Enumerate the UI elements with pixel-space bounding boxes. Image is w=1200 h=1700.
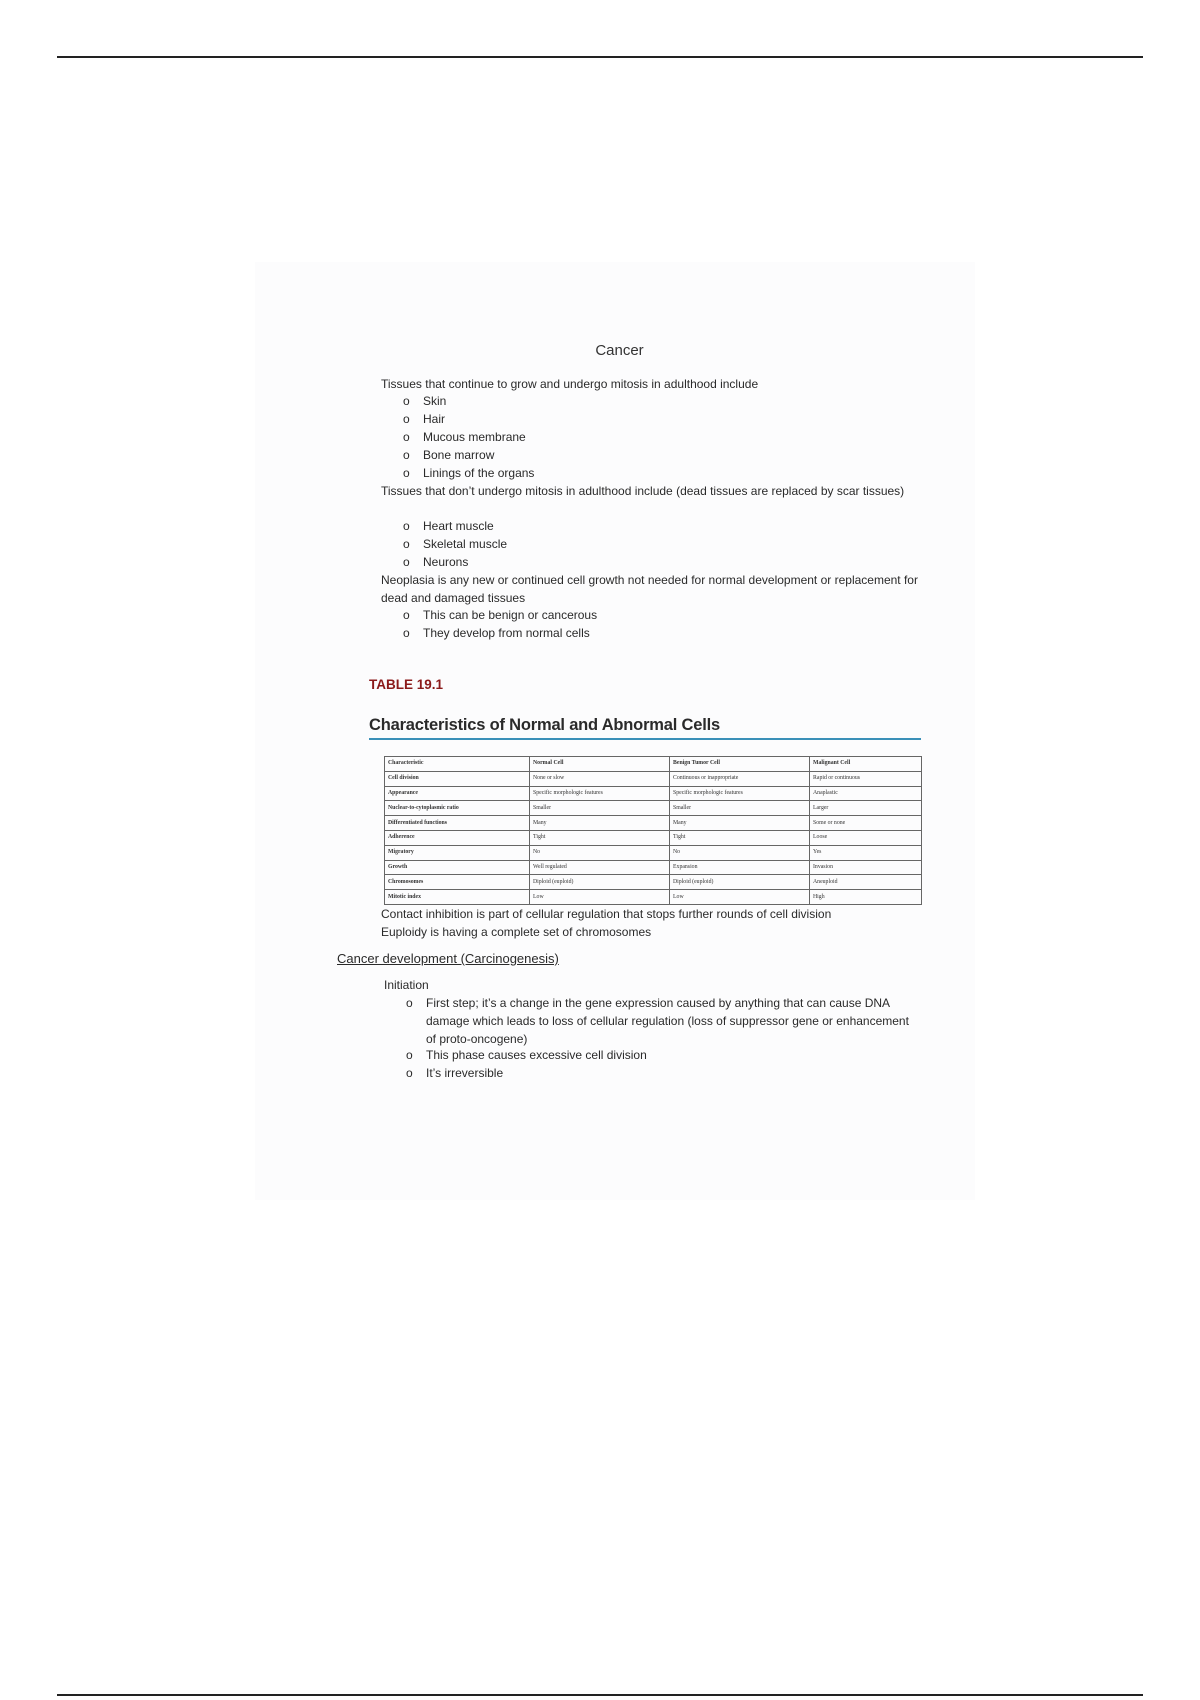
bullet-text: Tissues that don’t undergo mitosis in adulthood include (dead tissues are replaced by scar tissues) [381, 484, 905, 498]
table-row [385, 830, 922, 845]
sub-bullet-marker: o [406, 1066, 413, 1080]
sub-bullet-marker: o [403, 555, 410, 569]
table-cell: Aneuploid [810, 875, 922, 890]
sub-bullet-text: This phase causes excessive cell division [426, 1048, 647, 1062]
sub-bullet-marker: o [403, 537, 410, 551]
sub-bullet-text: Mucous membrane [423, 430, 526, 444]
table-cell: Diploid (euploid) [670, 875, 810, 890]
table-cell: Nuclear-to-cytoplasmic ratio [385, 801, 530, 816]
table-cell: Expansion [670, 860, 810, 875]
bullet-text: Neoplasia is any new or continued cell growth not needed for normal development or replacement for dead and damaged tissues [381, 573, 918, 605]
bullet-text: Tissues that continue to grow and undergo mitosis in adulthood include [381, 377, 759, 391]
sub-bullet-marker: o [403, 394, 410, 408]
table-header-cell: Benign Tumor Cell [670, 757, 810, 772]
table-cell: No [530, 845, 670, 860]
sub-bullet-text: Neurons [423, 555, 469, 569]
table-cell: Tight [670, 830, 810, 845]
table-row [385, 771, 922, 786]
sub-bullet-text: First step; it’s a change in the gene expression caused by anything that can cause DNA damage which leads to loss of cellular regulation (loss of suppressor gene or enhancement of proto-oncogene) [426, 996, 909, 1046]
table-cell: Growth [385, 860, 530, 875]
sub-bullet-text: Skin [423, 394, 447, 408]
sub-bullet-text: They develop from normal cells [423, 626, 590, 640]
table-cell: Specific morphologic features [530, 786, 670, 801]
table-row [385, 875, 922, 890]
sub-bullet-marker: o [403, 448, 410, 462]
table-header-cell: Malignant Cell [810, 757, 922, 772]
sub-bullet-marker: o [403, 466, 410, 480]
bottom-rule [57, 1694, 1143, 1696]
table-cell: Migratory [385, 845, 530, 860]
table-row [385, 890, 922, 905]
table-cell: Low [670, 890, 810, 905]
table-row [385, 860, 922, 875]
table-cell: Continuous or inappropriate [670, 771, 810, 786]
bullet-text: Euploidy is having a complete set of chromosomes [381, 925, 652, 939]
table-cell: Yes [810, 845, 922, 860]
sub-bullet-text: Linings of the organs [423, 466, 535, 480]
table-header-row [385, 757, 922, 772]
sub-bullet-marker: o [406, 996, 413, 1010]
table-cell: Loose [810, 830, 922, 845]
sub-bullet-marker: o [403, 626, 410, 640]
sub-bullet-text: Hair [423, 412, 446, 426]
page-title: Cancer [595, 342, 644, 359]
table-cell: Differentiated functions [385, 816, 530, 831]
bullet-text: Contact inhibition is part of cellular regulation that stops further rounds of cell division [381, 907, 832, 921]
sub-bullet-marker: o [403, 430, 410, 444]
table-header-cell: Characteristic [385, 757, 530, 772]
table-cell: Invasion [810, 860, 922, 875]
table-cell: Cell division [385, 771, 530, 786]
table-title: Characteristics of Normal and Abnormal Cells [369, 716, 720, 734]
sub-bullet-text: Heart muscle [423, 519, 494, 533]
table-title-underline [369, 738, 921, 740]
table-cell: Many [530, 816, 670, 831]
sub-bullet-marker: o [403, 519, 410, 533]
table-cell: No [670, 845, 810, 860]
table-cell: Tight [530, 830, 670, 845]
top-rule [57, 56, 1143, 58]
table-cell: None or slow [530, 771, 670, 786]
table-cell: Diploid (euploid) [530, 875, 670, 890]
table-cell: Smaller [530, 801, 670, 816]
table-cell: Many [670, 816, 810, 831]
table-row [385, 786, 922, 801]
table-cell: Smaller [670, 801, 810, 816]
table-cell: Chromosomes [385, 875, 530, 890]
table-cell: Anaplastic [810, 786, 922, 801]
table-cell: Appearance [385, 786, 530, 801]
sub-bullet-marker: o [403, 412, 410, 426]
sub-bullet-text: It’s irreversible [426, 1066, 504, 1080]
table-row [385, 816, 922, 831]
table-header-cell: Normal Cell [530, 757, 670, 772]
table-cell: Some or none [810, 816, 922, 831]
sub-bullet-text: Skeletal muscle [423, 537, 508, 551]
table-cell: Low [530, 890, 670, 905]
cell-characteristics-table [384, 756, 922, 905]
table-label: TABLE 19.1 [369, 677, 444, 692]
table-cell: Well regulated [530, 860, 670, 875]
bullet-text: Initiation [384, 978, 429, 992]
table-row [385, 801, 922, 816]
table-cell: Mitotic index [385, 890, 530, 905]
table-cell: Larger [810, 801, 922, 816]
sub-bullet-text: This can be benign or cancerous [423, 608, 598, 622]
section-subheading: Cancer development (Carcinogenesis) [337, 951, 559, 966]
sub-bullet-marker: o [403, 608, 410, 622]
table-cell: High [810, 890, 922, 905]
sub-bullet-marker: o [406, 1048, 413, 1062]
table-cell: Adherence [385, 830, 530, 845]
sub-bullet-text: Bone marrow [423, 448, 495, 462]
table-row [385, 845, 922, 860]
table-cell: Specific morphologic features [670, 786, 810, 801]
table-cell: Rapid or continuous [810, 771, 922, 786]
